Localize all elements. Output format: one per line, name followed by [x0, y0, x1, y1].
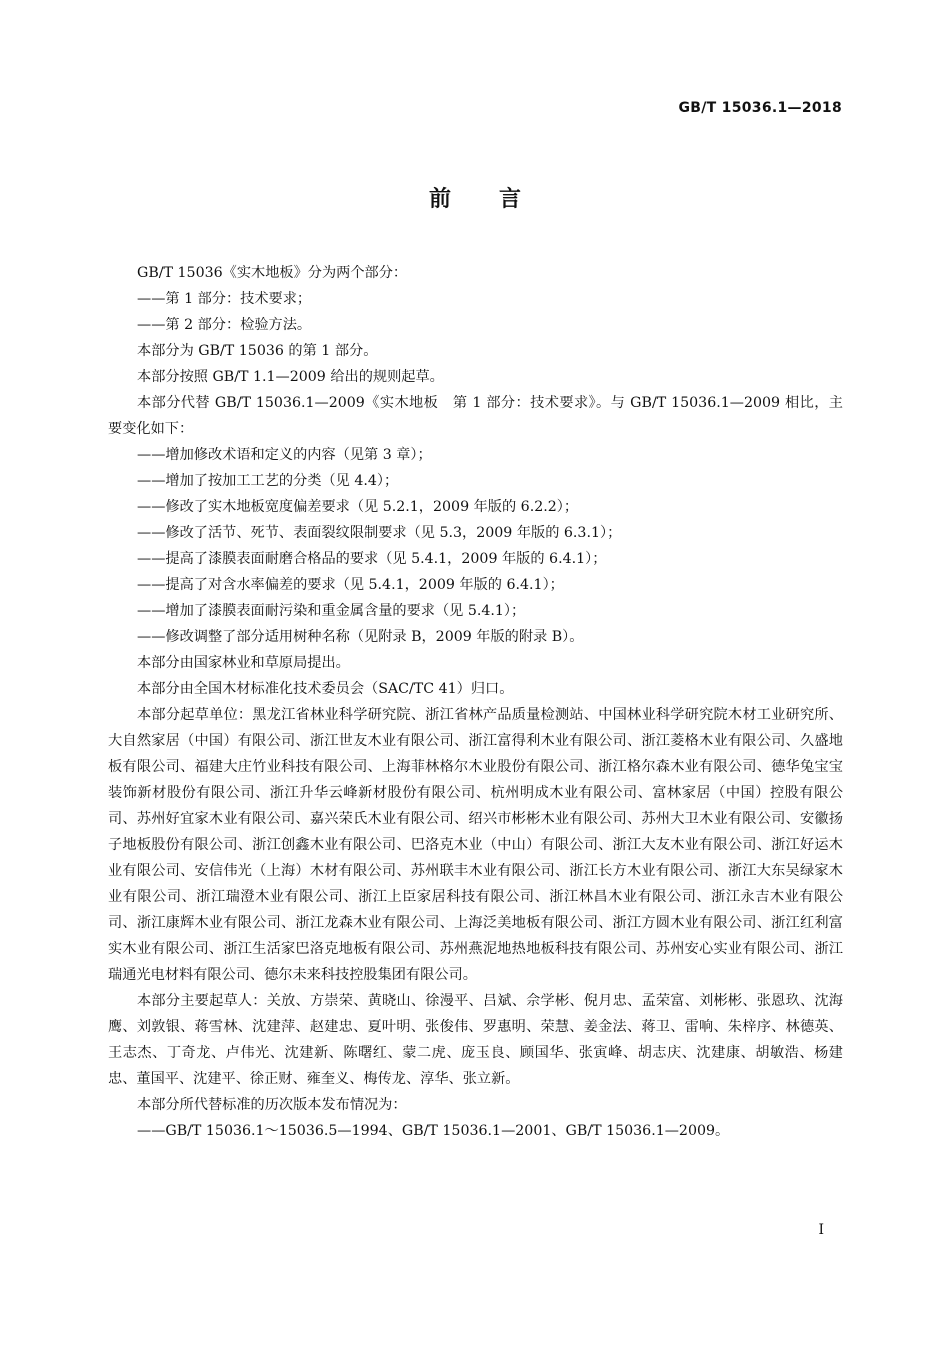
paragraph-replaces: 本部分代替 GB/T 15036.1—2009《实木地板 第 1 部分：技术要求》。与 GB/T 15036.1—2009 相比，主要变化如下： [108, 395, 843, 437]
paragraph-history-list: ——GB/T 15036.1～15036.5—1994、GB/T 15036.1—2001、GB/T 15036.1—2009。 [137, 1123, 730, 1139]
change-item: ——修改了实木地板宽度偏差要求（见 5.2.1，2009 年版的 6.2.2）； [137, 499, 579, 515]
page-title: 前言 [428, 187, 569, 212]
paragraph-drafting-units: 本部分起草单位：黑龙江省林业科学研究院、浙江省林产品质量检测站、中国林业科学研究院木材工业研究所、大自然家居（中国）有限公司、浙江世友木业有限公司、浙江富得利木业有限公司、浙江菱格木业有限公司、久盛地板有限公司、福建大庄竹业科技有限公司、上海菲林格尔木业股份有限公司、浙江格尔森木业有限公司、德华兔宝宝装饰新材股份有限公司、浙江升华云峰新材股份有限公司、杭州明成木业有限公司、富林家居（中国）控股有限公司、苏州好宜家木业有限公司、嘉兴荣氏木业有限公司、绍兴市彬彬木业有限公司、苏州大卫木业有限公司、安徽扬子地板股份有限公司、浙江创鑫木业有限公司、巴洛克木业（中山）有限公司、浙江大友木业有限公司、浙江好运木业有限公司、安信伟光（上海）木材有限公司、苏州联丰木业有限公司、浙江长方木业有限公司、浙江大东吴绿家木业有限公司、浙江瑞澄木业有限公司、浙江上臣家居科技有限公司、浙江林昌木业有限公司、浙江永吉木业有限公司、浙江康辉木业有限公司、浙江龙森木业有限公司、上海泛美地板有限公司、浙江方圆木业有限公司、浙江红利富实木业有限公司、浙江生活家巴洛克地板有限公司、苏州燕泥地热地板科技有限公司、苏州安心实业有限公司、浙江瑞通光电材料有限公司、德尔未来科技控股集团有限公司。 [108, 707, 843, 983]
paragraph-part-2: ——第 2 部分：检验方法。 [137, 317, 312, 333]
paragraph-drafting-rules: 本部分按照 GB/T 1.1—2009 给出的规则起草。 [137, 369, 444, 385]
change-item: ——修改了活节、死节、表面裂纹限制要求（见 5.3，2009 年版的 6.3.1）； [137, 525, 622, 541]
change-item: ——提高了对含水率偏差的要求（见 5.4.1，2009 年版的 6.4.1）； [137, 577, 564, 593]
change-item: ——增加了漆膜表面耐污染和重金属含量的要求（见 5.4.1）； [137, 603, 526, 619]
paragraph-part-1: ——第 1 部分：技术要求； [137, 291, 312, 307]
foreword-body [108, 260, 843, 1144]
change-item: ——修改调整了部分适用树种名称（见附录 B，2009 年版的附录 B）。 [137, 629, 584, 645]
change-item: ——增加了按加工工艺的分类（见 4.4）； [137, 473, 399, 489]
change-item: ——提高了漆膜表面耐磨合格品的要求（见 5.4.1，2009 年版的 6.4.1）； [137, 551, 607, 567]
change-item: ——增加修改术语和定义的内容（见第 3 章）； [137, 447, 432, 463]
standard-code: GB/T 15036.1—2018 [678, 100, 842, 116]
paragraph-drafters: 本部分主要起草人：关放、方崇荣、黄晓山、徐漫平、吕斌、佘学彬、倪月忠、孟荣富、刘彬彬、张恩玖、沈海鹰、刘敦银、蒋雪林、沈建萍、赵建忠、夏叶明、张俊伟、罗惠明、荣慧、姜金法、蒋卫、雷响、朱梓序、林德英、王志杰、丁奇龙、卢伟光、沈建新、陈曙红、蒙二虎、庞玉良、顾国华、张寅峰、胡志庆、沈建康、胡敏浩、杨建忠、董国平、沈建平、徐正财、雍奎义、梅传龙、淳华、张立新。 [108, 993, 843, 1087]
paragraph-proposed-by: 本部分由国家林业和草原局提出。 [137, 655, 350, 671]
paragraph-history-intro: 本部分所代替标准的历次版本发布情况为： [137, 1097, 407, 1113]
paragraph-parts-intro: GB/T 15036《实木地板》分为两个部分： [137, 265, 408, 281]
paragraph-this-part: 本部分为 GB/T 15036 的第 1 部分。 [137, 343, 378, 359]
page-number: I [818, 1222, 824, 1238]
paragraph-centralized-by: 本部分由全国木材标准化技术委员会（SAC/TC 41）归口。 [137, 681, 514, 697]
